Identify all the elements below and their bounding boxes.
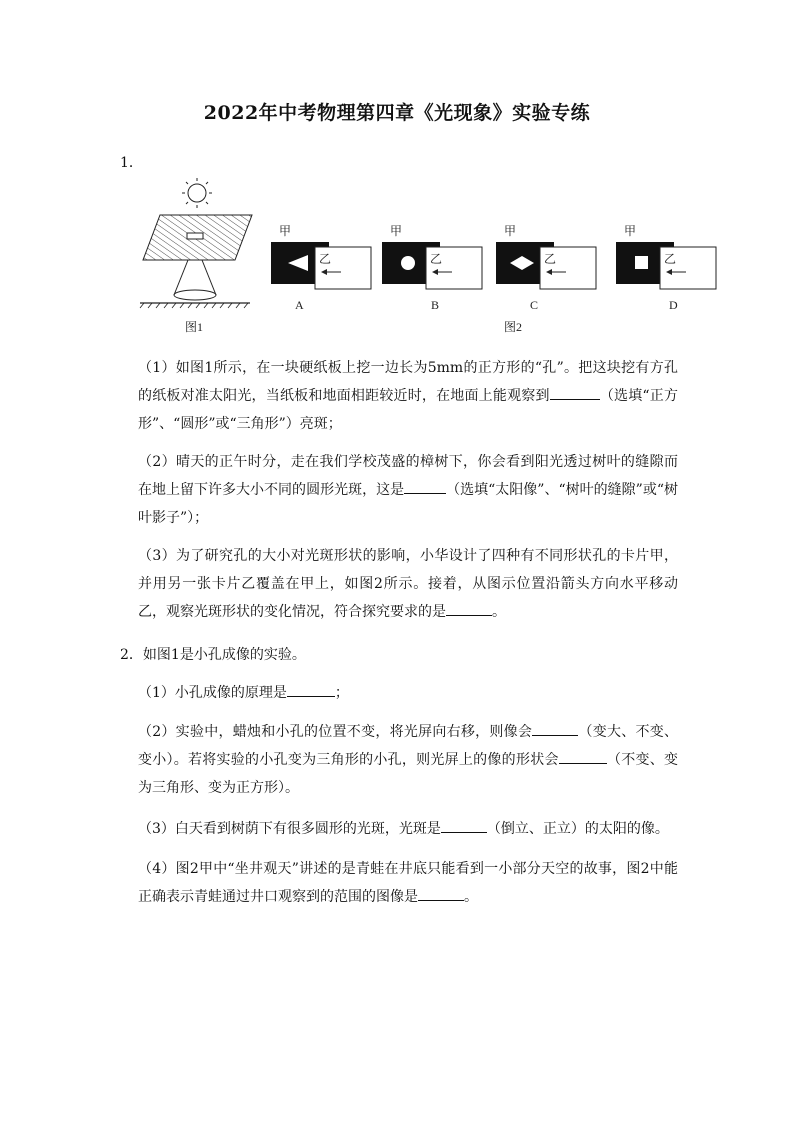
card-yi-label: 乙 [430, 252, 443, 266]
answer-blank[interactable] [550, 385, 600, 400]
question-2-part-4 [138, 855, 678, 911]
question-1-figure [130, 175, 730, 340]
answer-blank[interactable] [287, 682, 335, 697]
question-2-heading: 2．如图1是小孔成像的实验。 [120, 647, 306, 663]
answer-blank[interactable] [446, 601, 492, 616]
option-a-panel [271, 224, 371, 312]
figure-1-caption: 图1 [185, 320, 204, 334]
question-text: （不变、变为三角形、变为正方形）。 [138, 752, 679, 796]
figure-2-caption: 图2 [504, 320, 523, 334]
answer-blank[interactable] [418, 886, 464, 901]
question-text: （3）白天看到树荫下有很多圆形的光斑，光斑是 [138, 821, 441, 837]
option-c-label: C [530, 298, 539, 312]
question-text: 。 [492, 604, 506, 620]
question-text: （3）为了研究孔的大小对光斑形状的影响，小华设计了四种有不同形状孔的卡片甲，并用另一张卡片乙覆盖在甲上，如图2所示。接着，从图示位置沿箭头方向水平移动乙，观察光斑形状的变化情况，符合探究要求的是 [138, 548, 678, 620]
question-text: 。 [464, 889, 478, 905]
page-title: 2022年中考物理第四章《光现象》实验专练 [203, 102, 591, 124]
option-c-panel [496, 224, 596, 312]
question-text: （选填“正方形”、“圆形”或“三角形”）亮斑； [138, 388, 678, 432]
answer-blank[interactable] [404, 479, 446, 494]
option-a-label: A [295, 298, 304, 312]
question-text: （2）晴天的正午时分，走在我们学校茂盛的樟树下，你会看到阳光透过树叶的缝隙而在地上留下许多大小不同的圆形光斑，这是 [138, 454, 678, 498]
question-2-part-3 [138, 815, 678, 843]
card-jia-label: 甲 [624, 224, 637, 238]
question-text: （2）实验中，蜡烛和小孔的位置不变，将光屏向右移，则像会 [138, 724, 533, 740]
question-1-part-2 [138, 448, 678, 532]
card-yi-label: 乙 [544, 252, 557, 266]
question-text: （变大、不变、变小）。若将实验的小孔变为三角形的小孔，则光屏上的像的形状会 [138, 724, 679, 768]
light-spot [174, 290, 216, 300]
question-2-part-1 [138, 679, 678, 707]
card-jia-label: 甲 [504, 224, 517, 238]
option-d-label: D [669, 298, 678, 312]
circle-hole [401, 256, 415, 270]
question-text: （1）如图1所示，在一块硬纸板上挖一边长为5mm的正方形的“孔”。把这块挖有方孔的纸板对准太阳光，当纸板和地面相距较近时，在地面上能观察到 [138, 360, 678, 404]
option-b-panel [382, 224, 482, 312]
question-1-part-1 [138, 354, 678, 438]
card-jia-label: 甲 [390, 224, 403, 238]
question-text: （4）图2甲中“坐井观天”讲述的是青蛙在井底只能看到一小部分天空的故事，图2中能正确表示青蛙通过井口观察到的范围的图像是 [138, 861, 678, 905]
question-text: ； [334, 685, 349, 701]
card-yi-label: 乙 [319, 252, 332, 266]
option-d-panel [616, 224, 716, 312]
question-2-part-2 [138, 718, 678, 802]
question-text: （1）小孔成像的原理是 [138, 685, 287, 701]
question-1-number: 1． [120, 155, 143, 171]
card-yi-label: 乙 [664, 252, 677, 266]
figure-1-diagram [140, 178, 252, 334]
answer-blank[interactable] [559, 749, 607, 764]
square-hole [635, 256, 648, 269]
square-hole [187, 233, 203, 239]
question-1-part-3 [138, 542, 678, 626]
sun-icon [188, 184, 206, 202]
answer-blank[interactable] [532, 721, 578, 736]
question-text: （选填“太阳像”、“树叶的缝隙”或“树叶影子”）； [138, 482, 678, 526]
question-text: （倒立、正立）的太阳的像。 [486, 821, 669, 837]
option-b-label: B [431, 298, 440, 312]
card-jia-label: 甲 [279, 224, 292, 238]
answer-blank[interactable] [441, 818, 487, 833]
